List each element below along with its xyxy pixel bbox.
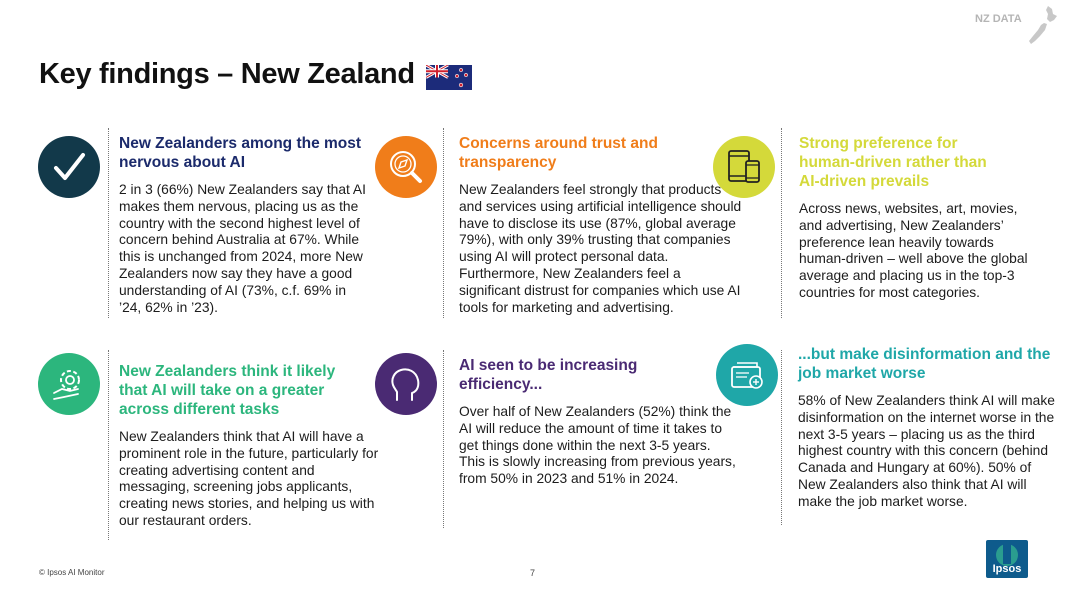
finding-card <box>119 362 384 530</box>
compass-magnifier-icon <box>375 136 437 198</box>
head-profile-icon <box>375 353 437 415</box>
gear-hand-icon <box>38 353 100 415</box>
column-divider <box>108 350 109 540</box>
finding-heading: AI seen to be increasing efficiency... <box>459 357 638 393</box>
finding-heading: Strong preference for human-driven rather than AI-driven prevails <box>799 135 987 190</box>
finding-heading: ...but make disinformation and the job market worse <box>798 346 1051 382</box>
column-divider <box>781 128 782 318</box>
column-divider <box>443 128 444 318</box>
page-number: 7 <box>530 568 536 578</box>
finding-body: 2 in 3 (66%) New Zealanders say that AI makes them nervous, placing us as the country with the second highest level of concern behind Australia at 67%. While this is unchanged from 2024, more New Zealanders now say they have a good understanding of AI (73%, c.f. 69% in ’24, 62% in ’23). <box>119 182 366 315</box>
finding-body: Across news, websites, art, movies, and advertising, New Zealanders’ preference lean heavily towards human-driven – well above the global average and placing us in the top-3 countries for most categories. <box>799 201 1028 300</box>
source-note: © Ipsos AI Monitor <box>39 568 105 577</box>
finding-body: New Zealanders think that AI will have a prominent role in the future, particularly for creating advertising content and messaging, screening jobs applicants, creating news stories, and helping us with our restaurant orders. <box>119 429 379 528</box>
devices-icon <box>713 136 775 198</box>
finding-heading: Concerns around trust and transparency <box>459 135 658 171</box>
logo-text: Ipsos <box>992 563 1022 575</box>
column-divider <box>108 128 109 318</box>
wallet-card-icon <box>716 344 778 406</box>
column-divider <box>443 350 444 528</box>
finding-body: New Zealanders feel strongly that products and services using artificial intelligence should have to disclose its use (87%, global average 79%), with only 39% trusting that companies using AI will protect personal data. Furthermore, New Zealanders feel a significant distrust for companies which use AI tools for marketing and advertising. <box>459 182 742 315</box>
finding-heading: New Zealanders among the most nervous about AI <box>119 135 362 171</box>
finding-heading: New Zealanders think it likely that AI will take on a greater across different tasks <box>119 363 336 418</box>
ipsos-logo <box>986 540 1028 578</box>
nz-map-icon <box>1026 4 1060 46</box>
finding-card <box>798 345 1060 511</box>
finding-body: Over half of New Zealanders (52%) think the AI will reduce the amount of time it takes to get things done within the next 3-5 years. This is slowly increasing from previous years, from 50% in 2023 and 51% in 2024. <box>459 404 736 487</box>
checkmark-icon <box>38 136 100 198</box>
finding-body: 58% of New Zealanders think AI will make disinformation on the internet worse in the next 3-5 years – placing us as the third highest country with this concern (behind Canada and Hungary at 60%). 50% of New Zealanders also think that AI will make the job market worse. <box>798 393 1055 509</box>
finding-card <box>459 134 744 316</box>
finding-card <box>799 134 1039 302</box>
nz-flag-icon <box>426 65 472 90</box>
nz-data-tag: NZ DATA <box>975 13 1022 25</box>
finding-card <box>119 134 367 316</box>
page-title: Key findings – New Zealand <box>39 58 415 90</box>
finding-card <box>459 356 739 488</box>
column-divider <box>781 350 782 525</box>
